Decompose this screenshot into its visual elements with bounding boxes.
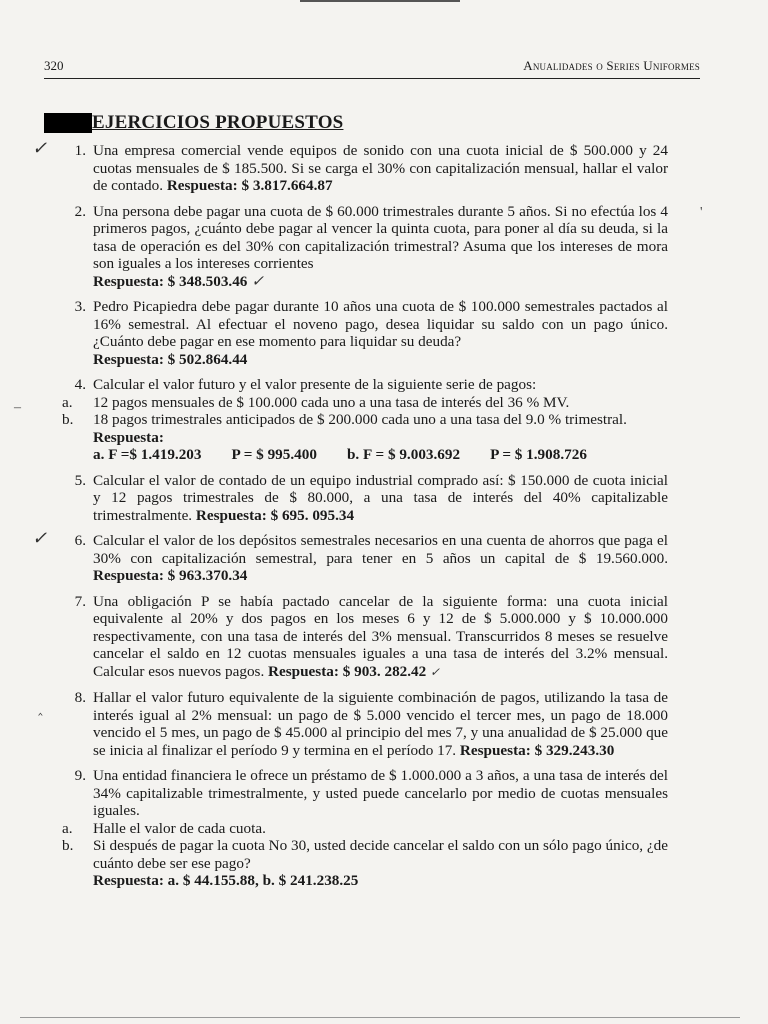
margin-mark: '	[700, 205, 703, 220]
sub-text: 18 pagos trimestrales anticipados de $ 200.000 cada uno a una tasa del 9.0 % trimestral.	[93, 411, 627, 428]
exercise-2	[60, 203, 668, 291]
sub-label: a.	[62, 393, 73, 411]
exercise-number: 8.	[74, 689, 86, 706]
exercise-7	[60, 593, 668, 682]
scan-edge-mark	[20, 1017, 740, 1018]
exercise-text: Una empresa comercial vende equipos de sonido con una cuota inicial de $ 500.000 y 24 cuotas mensuales de $ 185.500. Si se carga el 30% con capitalización mensual, hallar el valor de contado.	[93, 142, 668, 194]
exercise-6	[32, 528, 668, 585]
exercise-text: Calcular el valor de contado de un equipo industrial comprado así: $ 150.000 de cuota inicial y 12 pagos trimestrales de $ 80.000, a una tasa de interés del 40% capitalizable trimestralmente.	[93, 471, 668, 524]
answer-values	[60, 446, 668, 464]
answer-label: Respuesta:	[93, 428, 164, 446]
exercise-text: Hallar el valor futuro equivalente de la siguiente combinación de pagos, utilizando la tasa de interés igual al 2% mensual: un pago de $ 5.000 vencido el tercer mes, un pago de 18.000 vencido el 5 mes, un pago de $ 45.000 al principio del mes 7, y una anualidad de $ 25.000 que se inicia al finalizar el período 9 y termina en el período 17.	[93, 689, 668, 759]
margin-mark: ‸	[38, 701, 43, 716]
exercise-number: 4.	[74, 376, 86, 393]
check-mark-icon: ✓	[251, 272, 264, 290]
answer-a-future: a. F =$ 1.419.203	[93, 446, 202, 463]
exercise-answer: Respuesta: $ 348.503.46	[93, 272, 248, 290]
exercise-text: Calcular el valor futuro y el valor presente de la siguiente serie de pagos:	[93, 376, 537, 393]
exercise-4	[60, 376, 668, 464]
exercise-number: 6.	[74, 532, 86, 549]
section-heading	[44, 112, 343, 134]
check-mark-icon: ✓	[430, 664, 441, 679]
answer-b-future: b. F = $ 9.003.692	[346, 446, 461, 463]
sub-item-a	[60, 820, 668, 838]
sub-item-b	[60, 837, 668, 872]
sub-text: Halle el valor de cada cuota.	[93, 819, 266, 837]
exercise-number: 3.	[74, 298, 86, 315]
page-header	[44, 58, 700, 77]
answer-b-present: P = $ 1.908.726	[490, 446, 587, 463]
exercise-text: Una persona debe pagar una cuota de $ 60.000 trimestrales durante 5 años. Si no efectúa los 4 primeros pagos, ¿cuánto debe pagar al vencer la quinta cuota, para poner al día su deuda, si la tasa de operación es del 30% con capitalización trimestral? Asuma que los intereses de mora son iguales a los intereses corrientes	[93, 202, 668, 272]
exercise-5	[60, 472, 668, 525]
scan-edge-mark	[300, 0, 460, 2]
exercise-answer: Respuesta: $ 963.370.34	[93, 567, 248, 584]
running-title: Anualidades o Series Uniformes	[523, 58, 700, 73]
section-title: EJERCICIOS PROPUESTOS	[92, 112, 344, 133]
check-mark-icon: ✓	[32, 528, 48, 548]
exercise-9	[60, 767, 668, 890]
exercise-text: Una obligación P se había pactado cancelar de la siguiente forma: una cuota inicial equivalente al 20% y dos pagos en los meses 6 y 12 de $ 5.000.000 y $ 10.000.000 respectivamente, con una tasa de interés del 3% mensual. Transcurridos 8 meses se resuelve cancelar el saldo en 12 cuotas mensuales iguales a una tasa de interés del 3.2% mensual. Calcular esos nuevos pagos.	[93, 592, 668, 680]
sub-label: b.	[62, 411, 74, 428]
sub-item-b	[60, 411, 668, 429]
header-rule	[44, 78, 700, 79]
exercise-answer: Respuesta: $ 695. 095.34	[195, 506, 355, 524]
exercise-number: 1.	[74, 142, 86, 159]
exercise-8	[60, 689, 668, 759]
sub-item-a	[60, 394, 668, 412]
exercise-number: 9.	[74, 767, 86, 784]
margin-mark: –	[14, 400, 21, 415]
sub-text: Si después de pagar la cuota No 30, usted decide cancelar el saldo con un sólo pago único, ¿de cuánto debe ser ese pago?	[93, 837, 668, 872]
exercise-list	[32, 138, 668, 898]
exercise-3	[60, 298, 668, 368]
sub-text: 12 pagos mensuales de $ 100.000 cada uno a una tasa de interés del 36 % MV.	[93, 393, 570, 411]
check-mark-icon: ✓	[32, 138, 48, 158]
exercise-number: 2.	[74, 202, 86, 220]
sub-label: b.	[62, 837, 74, 854]
exercise-text: Pedro Picapiedra debe pagar durante 10 años una cuota de $ 100.000 semestrales pactados al 16% semestral. Al efectuar el noveno pago, desea liquidar su saldo con un pago único. ¿Cuánto debe pagar en ese momento para liquidar su deuda?	[93, 298, 668, 350]
exercise-number: 5.	[74, 471, 86, 489]
exercise-answer: Respuesta: $ 3.817.664.87	[166, 177, 333, 194]
exercise-text: Calcular el valor de los depósitos semestrales necesarios en una cuenta de ahorros que paga el 30% con capitalización semestral, para tener en 5 años un capital de $ 19.560.000.	[93, 532, 668, 567]
sub-label: a.	[62, 819, 73, 837]
exercise-answer: Respuesta: $ 329.243.30	[459, 741, 615, 759]
exercise-1	[32, 138, 668, 195]
exercise-answer: Respuesta: $ 502.864.44	[93, 350, 248, 368]
exercise-number: 7.	[74, 592, 86, 610]
page-number: 320	[44, 58, 64, 73]
heading-black-block	[44, 113, 92, 133]
exercise-text: Una entidad financiera le ofrece un préstamo de $ 1.000.000 a 3 años, a una tasa de interés del 34% capitalizable trimestralmente, y usted puede cancelarlo por medio de cuotas mensuales iguales.	[93, 767, 668, 819]
exercise-answer: Respuesta: a. $ 44.155.88, b. $ 241.238.25	[93, 872, 359, 889]
exercise-answer: Respuesta: $ 903. 282.42	[268, 662, 427, 680]
answer-a-present: P = $ 995.400	[231, 446, 317, 463]
